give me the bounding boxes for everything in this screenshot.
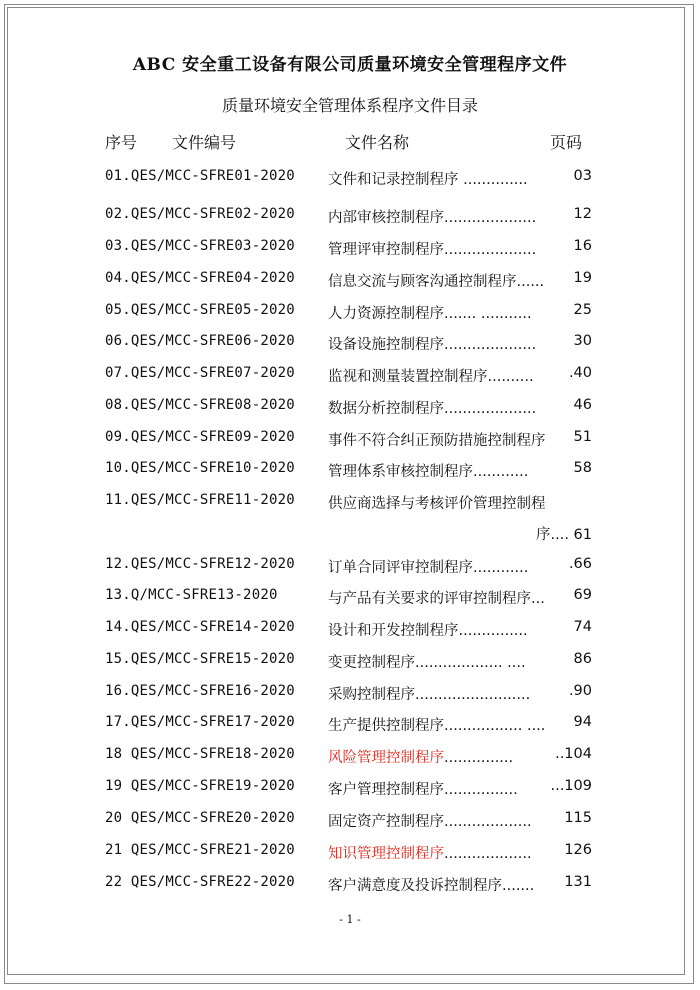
toc-doc-code: 10.QES/MCC-SFRE10-2020 — [105, 460, 295, 476]
toc-doc-title: 数据分析控制程序 — [328, 401, 444, 417]
toc-leader-dots: ....... — [502, 878, 535, 894]
toc-doc-title: 事件不符合纠正预防措施控制程序 — [328, 433, 546, 449]
toc-doc-name — [328, 714, 545, 735]
toc-doc-name — [328, 874, 534, 895]
toc-doc-code: 18 QES/MCC-SFRE18-2020 — [105, 746, 295, 762]
toc-doc-code: 12.QES/MCC-SFRE12-2020 — [105, 556, 295, 572]
toc-doc-name — [328, 168, 528, 189]
toc-page-number: ..104 — [555, 746, 592, 762]
toc-page-number: 94 — [573, 714, 592, 730]
toc-doc-title: 文件和记录控制程序 — [328, 172, 464, 188]
toc-page-number: 03 — [573, 168, 592, 184]
toc-row-continuation — [0, 523, 700, 547]
toc-page-number: 58 — [573, 460, 592, 476]
toc-leader-dots: ................. .... — [444, 718, 546, 734]
toc-doc-name — [328, 302, 532, 323]
toc-row — [0, 778, 700, 802]
toc-doc-name — [328, 778, 518, 799]
toc-page-number: 115 — [564, 810, 592, 826]
toc-row — [0, 683, 700, 707]
toc-doc-title: 客户满意度及投诉控制程序 — [328, 878, 502, 894]
document-title: ABC 安全重工设备有限公司质量环境安全管理程序文件 — [132, 55, 568, 75]
toc-doc-title: 人力资源控制程序 — [328, 306, 444, 322]
toc-row — [0, 168, 700, 192]
toc-doc-code: 03.QES/MCC-SFRE03-2020 — [105, 238, 295, 254]
toc-doc-title: 管理体系审核控制程序 — [328, 464, 473, 480]
toc-leader-dots: ................... — [444, 846, 532, 862]
document-subtitle: 质量环境安全管理体系程序文件目录 — [221, 96, 478, 115]
toc-page-number: 25 — [573, 302, 592, 318]
toc-page-number: .66 — [568, 556, 592, 572]
toc-row — [0, 874, 700, 898]
toc-leader-dots: .................... — [444, 337, 537, 353]
toc-doc-code: 21 QES/MCC-SFRE21-2020 — [105, 842, 295, 858]
toc-page-number: 12 — [573, 206, 592, 222]
toc-continuation-text: 序.... 61 — [536, 527, 592, 543]
toc-leader-dots: ............ — [473, 464, 529, 480]
toc-doc-title: 客户管理控制程序 — [328, 782, 444, 798]
toc-doc-title: 监视和测量装置控制程序 — [328, 369, 488, 385]
toc-row — [0, 746, 700, 770]
toc-doc-code: 04.QES/MCC-SFRE04-2020 — [105, 270, 295, 286]
toc-doc-code: 11.QES/MCC-SFRE11-2020 — [105, 492, 295, 508]
toc-doc-code: 22 QES/MCC-SFRE22-2020 — [105, 874, 295, 890]
toc-page-number: 69 — [573, 587, 592, 603]
header-page: 页码 — [550, 133, 583, 152]
toc-doc-name — [328, 492, 546, 513]
toc-doc-title: 采购控制程序 — [328, 687, 415, 703]
toc-leader-dots: ................... .... — [415, 655, 526, 671]
toc-doc-code: 19 QES/MCC-SFRE19-2020 — [105, 778, 295, 794]
toc-page-number: .90 — [568, 683, 592, 699]
toc-row — [0, 460, 700, 484]
toc-doc-name — [328, 206, 536, 227]
toc-doc-title: 供应商选择与考核评价管理控制程 — [328, 496, 546, 512]
toc-doc-name — [328, 429, 546, 450]
toc-page-number: 19 — [573, 270, 592, 286]
toc-leader-dots: ....... ........... — [444, 306, 532, 322]
toc-doc-code: 08.QES/MCC-SFRE08-2020 — [105, 397, 295, 413]
header-seq: 序号 — [105, 133, 138, 152]
toc-doc-code: 17.QES/MCC-SFRE17-2020 — [105, 714, 295, 730]
toc-page-number: 51 — [573, 429, 592, 445]
toc-leader-dots: .............. — [463, 172, 528, 188]
toc-doc-code: 15.QES/MCC-SFRE15-2020 — [105, 651, 295, 667]
toc-row — [0, 270, 700, 294]
toc-doc-title: 与产品有关要求的评审控制程序 — [328, 591, 531, 607]
toc-doc-name — [328, 651, 526, 672]
toc-doc-title: 管理评审控制程序 — [328, 242, 444, 258]
toc-leader-dots: ............ — [473, 560, 529, 576]
toc-doc-title: 内部审核控制程序 — [328, 210, 444, 226]
toc-page-number: .40 — [568, 365, 592, 381]
toc-row — [0, 333, 700, 357]
toc-doc-name — [328, 270, 544, 291]
toc-doc-title: 生产提供控制程序 — [328, 718, 444, 734]
toc-leader-dots: ............... — [444, 750, 514, 766]
toc-leader-dots: ......................... — [415, 687, 531, 703]
toc-doc-code: 07.QES/MCC-SFRE07-2020 — [105, 365, 295, 381]
toc-row — [0, 302, 700, 326]
toc-doc-name — [328, 810, 532, 831]
toc-doc-name — [328, 746, 513, 767]
toc-page-number: ...109 — [550, 778, 592, 794]
toc-doc-code: 02.QES/MCC-SFRE02-2020 — [105, 206, 295, 222]
toc-doc-title: 订单合同评审控制程序 — [328, 560, 473, 576]
toc-doc-name — [328, 397, 536, 418]
toc-doc-name — [328, 587, 545, 608]
toc-page-number: 16 — [573, 238, 592, 254]
toc-doc-name — [328, 460, 528, 481]
toc-leader-dots: .................... — [444, 242, 537, 258]
header-name: 文件名称 — [345, 133, 410, 152]
toc-doc-name — [328, 683, 530, 704]
toc-row — [0, 842, 700, 866]
toc-row — [0, 238, 700, 262]
toc-leader-dots: .................... — [444, 401, 537, 417]
toc-doc-name — [328, 365, 534, 386]
toc-row — [0, 587, 700, 611]
toc-doc-code: 20 QES/MCC-SFRE20-2020 — [105, 810, 295, 826]
toc-page-number: 74 — [573, 619, 592, 635]
toc-page-number: 86 — [573, 651, 592, 667]
toc-doc-title: 风险管理控制程序 — [328, 750, 444, 766]
toc-leader-dots: .................... — [444, 210, 537, 226]
toc-doc-code: 14.QES/MCC-SFRE14-2020 — [105, 619, 295, 635]
page-number: - 1 - — [339, 913, 361, 926]
toc-doc-title: 知识管理控制程序 — [328, 846, 444, 862]
toc-page-number: 30 — [573, 333, 592, 349]
toc-doc-code: 16.QES/MCC-SFRE16-2020 — [105, 683, 295, 699]
toc-doc-title: 设备设施控制程序 — [328, 337, 444, 353]
toc-doc-name — [328, 238, 536, 259]
toc-doc-code: 05.QES/MCC-SFRE05-2020 — [105, 302, 295, 318]
toc-row — [0, 429, 700, 453]
toc-leader-dots: ... — [531, 591, 545, 607]
toc-doc-title: 设计和开发控制程序 — [328, 623, 459, 639]
toc-leader-dots: ...... — [516, 274, 545, 290]
toc-doc-name — [328, 842, 532, 863]
toc-leader-dots: ............... — [458, 623, 528, 639]
toc-page-number: 131 — [564, 874, 592, 890]
toc-doc-title: 信息交流与顾客沟通控制程序 — [328, 274, 517, 290]
toc-doc-name — [328, 556, 528, 577]
toc-doc-code: 01.QES/MCC-SFRE01-2020 — [105, 168, 295, 184]
toc-row — [0, 651, 700, 675]
toc-doc-title: 变更控制程序 — [328, 655, 415, 671]
toc-row — [0, 714, 700, 738]
toc-row — [0, 365, 700, 389]
toc-row — [0, 619, 700, 643]
toc-page-number: 46 — [573, 397, 592, 413]
toc-row — [0, 206, 700, 230]
toc-doc-title: 固定资产控制程序 — [328, 814, 444, 830]
toc-doc-name — [328, 333, 536, 354]
toc-doc-name — [328, 619, 528, 640]
header-code: 文件编号 — [172, 133, 237, 152]
toc-row — [0, 810, 700, 834]
toc-doc-code: 13.Q/MCC-SFRE13-2020 — [105, 587, 278, 603]
toc-leader-dots: ................... — [444, 814, 532, 830]
toc-row — [0, 556, 700, 580]
toc-doc-code: 06.QES/MCC-SFRE06-2020 — [105, 333, 295, 349]
toc-row — [0, 397, 700, 421]
toc-row — [0, 492, 700, 516]
toc-leader-dots: .......... — [487, 369, 534, 385]
toc-doc-code: 09.QES/MCC-SFRE09-2020 — [105, 429, 295, 445]
toc-page-number: 126 — [564, 842, 592, 858]
toc-leader-dots: ................ — [444, 782, 518, 798]
